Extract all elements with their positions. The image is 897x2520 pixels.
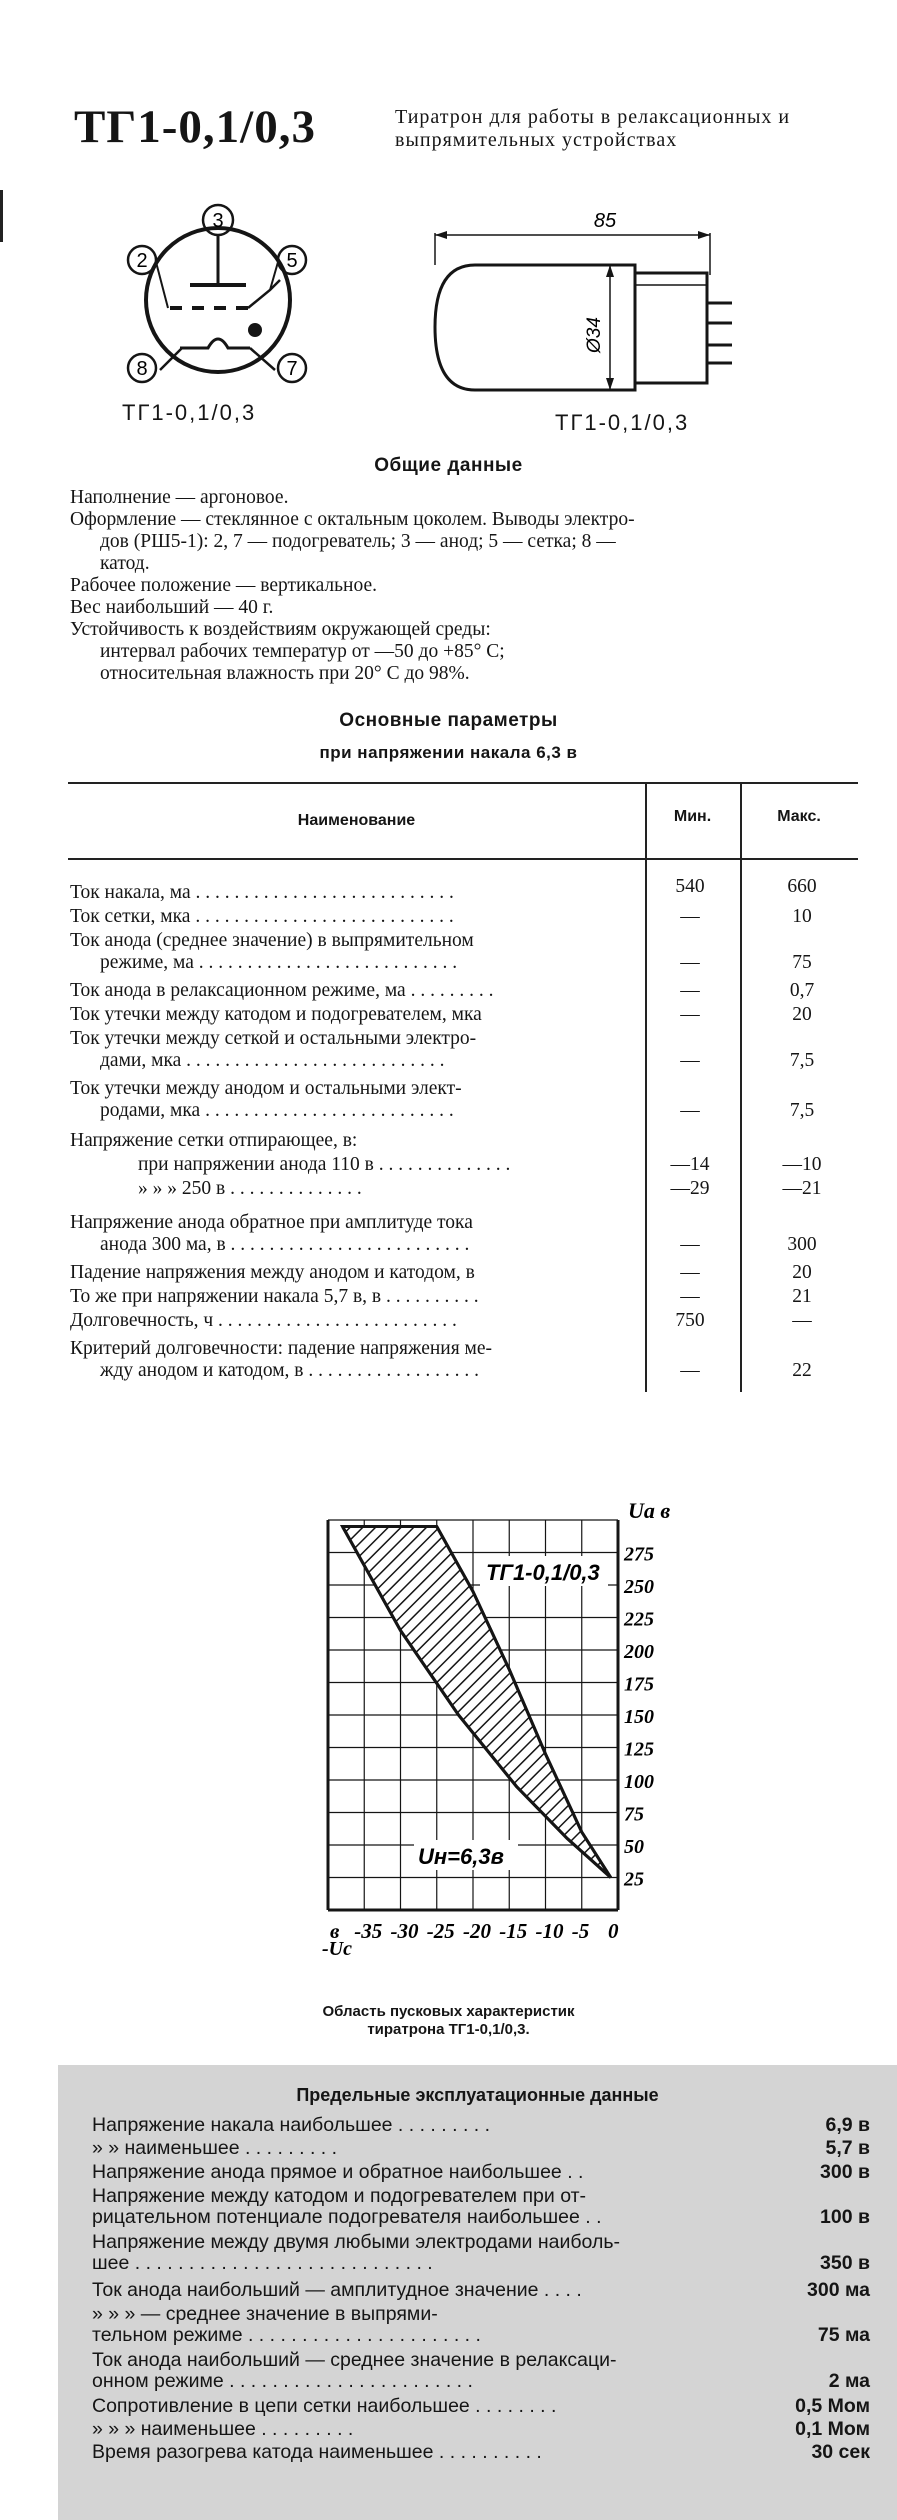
- chart-y-tick-label: 225: [624, 1608, 654, 1631]
- general-line: Устойчивость к воздействиям окружающей среды:: [70, 619, 491, 640]
- limit-name: [92, 2162, 742, 2183]
- row-name: [70, 1262, 645, 1284]
- general-line: катод.: [100, 553, 150, 574]
- row-min: —29: [670, 1178, 710, 1199]
- row-max: —10: [782, 1154, 822, 1175]
- row-name: [70, 1130, 645, 1152]
- chart-y-ticks: [623, 1544, 654, 1891]
- chart-param-label: Uн=6,3в: [418, 1844, 504, 1869]
- row-name-line: дами, мка . . . . . . . . . . . . . . . . . . . . . . . . . . .: [100, 1050, 445, 1071]
- limit-name-line: Напряжение между катодом и подогревателем при от-: [92, 2186, 587, 2207]
- limit-value: 75 ма: [817, 2324, 870, 2346]
- row-max: 22: [792, 1360, 812, 1381]
- page-title: ТГ1-0,1/0,3: [74, 101, 316, 153]
- general-line: Вес наибольший — 40 г.: [70, 597, 274, 618]
- startup-characteristics-chart: [300, 1500, 680, 2000]
- row-name-line: Критерий долговечности: падение напряжения ме-: [70, 1338, 493, 1359]
- row-name-line: Напряжение сетки отпирающее, в:: [70, 1130, 358, 1151]
- chart-x-tick-label: 0: [608, 1919, 619, 1943]
- chart-x-tick-label: в: [330, 1919, 340, 1943]
- row-name-line: анода 300 ма, в . . . . . . . . . . . . . . . . . . . . . . . . .: [100, 1234, 470, 1255]
- limit-name-line: » » » — среднее значение в выпрями-: [92, 2304, 438, 2325]
- limit-name-line: Ток анода наибольший — амплитудное значение . . . .: [92, 2280, 582, 2301]
- limit-name-line: онном режиме . . . . . . . . . . . . . . . . . . . . . . .: [92, 2371, 473, 2392]
- chart-x-tick-label: -10: [535, 1919, 564, 1943]
- col-header-max: Макс.: [777, 808, 821, 825]
- general-line: Наполнение — аргоновое.: [70, 487, 289, 508]
- limit-value: 0,1 Мом: [795, 2418, 870, 2440]
- row-max: 300: [787, 1234, 817, 1255]
- length-dimension: 85: [593, 210, 617, 232]
- row-min: 750: [675, 1310, 705, 1331]
- row-min: —: [680, 906, 700, 927]
- limit-name-line: тельном режиме . . . . . . . . . . . . . . . . . . . . . .: [92, 2325, 481, 2346]
- row-name-line: при напряжении анода 110 в . . . . . . . . . . . . . .: [138, 1154, 511, 1175]
- general-line: Рабочее положение — вертикальное.: [70, 575, 378, 596]
- row-min: —: [680, 1234, 700, 1255]
- limit-value: 300 ма: [807, 2279, 870, 2301]
- row-min: —: [680, 1360, 700, 1381]
- chart-y-tick-label: 275: [624, 1543, 654, 1566]
- row-min: —: [680, 1004, 700, 1025]
- pin-label: 8: [136, 358, 148, 380]
- row-name-line: Ток утечки между анодом и остальными элект-: [70, 1078, 462, 1099]
- row-name-line: » » » 250 в . . . . . . . . . . . . . .: [138, 1178, 362, 1199]
- chart-caption-line: тиратрона ТГ1-0,1/0,3.: [367, 2021, 530, 2038]
- row-name: [70, 882, 645, 904]
- chart-y-tick-label: 150: [624, 1706, 654, 1728]
- row-min: 540: [675, 876, 705, 897]
- row-min: —: [680, 952, 700, 973]
- limit-value: 300 в: [820, 2161, 870, 2183]
- row-name-line: Ток анода (среднее значение) в выпрямительном: [70, 930, 474, 951]
- chart-y-tick-label: 75: [624, 1803, 644, 1826]
- chart-x-tick-label: -30: [390, 1919, 419, 1943]
- schematic-caption: ТГ1-0,1/0,3: [122, 400, 257, 425]
- chart-y-axis-label: Uа в: [628, 1500, 671, 1523]
- limit-value: 100 в: [820, 2206, 870, 2228]
- pin-label: 7: [286, 358, 298, 380]
- chart-x-tick-label: -20: [463, 1919, 491, 1943]
- row-name-line: Падение напряжения между анодом и катодом, в: [70, 1262, 475, 1283]
- general-line: интервал рабочих температур от —50 до +85° С;: [100, 641, 505, 662]
- limit-name-line: Время разогрева катода наименьшее . . . . . . . . . .: [92, 2442, 542, 2463]
- general-heading: Общие данные: [374, 455, 523, 476]
- limit-name-line: » » наименьшее . . . . . . . . .: [92, 2138, 338, 2159]
- row-max: —: [792, 1310, 812, 1331]
- row-name-line: режиме, ма . . . . . . . . . . . . . . . . . . . . . . . . . . .: [100, 952, 458, 973]
- row-max: 660: [787, 876, 817, 897]
- limit-value: 0,5 Мом: [795, 2395, 870, 2417]
- limit-name: [92, 2419, 742, 2440]
- chart-caption: [0, 2003, 897, 2039]
- chart-x-tick-label: -5: [571, 1919, 590, 1943]
- row-name-line: Ток анода в релаксационном режиме, ма . . . . . . . . .: [70, 980, 494, 1001]
- row-name: [70, 1310, 645, 1332]
- limit-value: 350 в: [820, 2252, 870, 2274]
- row-name: [70, 1286, 645, 1308]
- chart-x-tick-label: -15: [499, 1919, 528, 1943]
- row-max: 0,7: [789, 980, 815, 1001]
- chart-caption-line: Область пусковых характеристик: [322, 2003, 575, 2020]
- chart-y-tick-label: 200: [624, 1641, 654, 1663]
- pin-label: 2: [136, 250, 148, 272]
- row-max: 20: [792, 1262, 812, 1283]
- params-heading: Основные параметры: [339, 710, 558, 731]
- limit-name: [92, 2186, 742, 2228]
- tube-outline-drawing: [420, 205, 780, 425]
- row-name-line: Ток сетки, мка . . . . . . . . . . . . . . . . . . . . . . . . . . .: [70, 906, 454, 927]
- row-min: —: [680, 1286, 700, 1307]
- limit-name: [92, 2442, 742, 2463]
- limit-value: 2 ма: [828, 2370, 870, 2392]
- general-line: Оформление — стеклянное с октальным цоколем. Выводы электро-: [70, 509, 635, 530]
- chart-y-tick-label: 25: [624, 1868, 644, 1891]
- row-name: [70, 1154, 645, 1176]
- chart-x-tick-label: -25: [426, 1919, 455, 1943]
- chart-y-tick-label: 50: [624, 1836, 644, 1858]
- limit-name: [92, 2396, 742, 2417]
- limit-name-line: Сопротивление в цепи сетки наибольшее . . . . . . . .: [92, 2396, 557, 2417]
- limit-name-line: Напряжение анода прямое и обратное наибольшее . .: [92, 2162, 584, 2183]
- chart-y-tick-label: 250: [624, 1576, 654, 1598]
- limit-name-line: Ток анода наибольший — среднее значение в релаксаци-: [92, 2350, 617, 2371]
- limit-value: 30 сек: [811, 2441, 870, 2463]
- limit-name-line: шее . . . . . . . . . . . . . . . . . . . . . . . . . . . .: [92, 2253, 433, 2274]
- chart-y-tick-label: 175: [624, 1673, 654, 1696]
- row-min: —: [680, 1262, 700, 1283]
- row-name-line: Ток утечки между сеткой и остальными электро-: [70, 1028, 477, 1049]
- table-column-rule: [740, 782, 742, 1392]
- row-name: [70, 1078, 645, 1122]
- col-header-min: Мин.: [673, 808, 712, 825]
- limit-name: [92, 2280, 742, 2301]
- limit-name: [92, 2115, 742, 2136]
- row-max: 10: [792, 906, 812, 927]
- row-name: [70, 906, 645, 928]
- limits-heading: Предельные эксплуатационные данные: [296, 2085, 659, 2105]
- limit-name: [92, 2138, 742, 2159]
- row-name: [70, 980, 645, 1002]
- row-name-line: То же при напряжении накала 5,7 в, в . . . . . . . . . .: [70, 1286, 479, 1307]
- limit-name: [92, 2350, 742, 2392]
- row-max: 7,5: [789, 1050, 815, 1071]
- outline-caption: ТГ1-0,1/0,3: [555, 410, 690, 435]
- chart-x-axis-label: -Uс: [322, 1938, 352, 1960]
- chart-x-ticks: [330, 1919, 619, 1943]
- chart-y-tick-label: 100: [624, 1771, 654, 1793]
- row-max: 7,5: [789, 1100, 815, 1121]
- row-name: [70, 930, 645, 974]
- row-name: [70, 1338, 645, 1382]
- row-max: 21: [792, 1286, 812, 1307]
- row-min: —: [680, 1100, 700, 1121]
- chart-x-tick-label: -35: [354, 1919, 383, 1943]
- row-name-line: Ток накала, ма . . . . . . . . . . . . . . . . . . . . . . . . . . .: [70, 882, 454, 903]
- limit-name: [92, 2304, 742, 2346]
- row-max: —21: [782, 1178, 822, 1199]
- row-name-line: Долговечность, ч . . . . . . . . . . . . . . . . . . . . . . . . .: [70, 1310, 457, 1331]
- row-max: 75: [792, 952, 812, 973]
- diameter-dimension: Ø34: [584, 317, 605, 353]
- general-line: дов (РШ5-1): 2, 7 — подогреватель; 3 — анод; 5 — сетка; 8 —: [100, 531, 616, 552]
- row-min: —: [680, 980, 700, 1001]
- chart-legend-label: ТГ1-0,1/0,3: [486, 1560, 600, 1585]
- limit-name: [92, 2232, 742, 2274]
- row-name: [70, 1028, 645, 1072]
- row-name-line: Ток утечки между катодом и подогревателем, мка: [70, 1004, 482, 1025]
- row-name-line: жду анодом и катодом, в . . . . . . . . . . . . . . . . . .: [100, 1360, 480, 1381]
- row-name-line: Напряжение анода обратное при амплитуде тока: [70, 1212, 473, 1233]
- row-min: —: [680, 1050, 700, 1071]
- row-name-line: родами, мка . . . . . . . . . . . . . . . . . . . . . . . . . .: [100, 1100, 454, 1121]
- limit-name-line: Напряжение между двумя любыми электродами наиболь-: [92, 2232, 620, 2253]
- limit-value: 6,9 в: [825, 2114, 870, 2136]
- row-name: [70, 1178, 645, 1200]
- row-max: 20: [792, 1004, 812, 1025]
- margin-mark: [0, 190, 3, 242]
- col-header-name: Наименование: [297, 812, 416, 829]
- row-name: [70, 1212, 645, 1256]
- pin-label: 5: [286, 250, 298, 272]
- limit-name-line: » » » наименьшее . . . . . . . . .: [92, 2419, 354, 2440]
- limit-value: 5,7 в: [825, 2137, 870, 2159]
- limit-name-line: рицательном потенциале подогревателя наибольшее . .: [92, 2207, 602, 2228]
- params-subheading: при напряжении накала 6,3 в: [319, 743, 578, 762]
- row-min: —14: [670, 1154, 710, 1175]
- chart-y-tick-label: 125: [624, 1738, 654, 1761]
- limit-name-line: Напряжение накала наибольшее . . . . . . . . .: [92, 2115, 491, 2136]
- general-line: относительная влажность при 20° С до 98%.: [100, 663, 470, 684]
- row-name: [70, 1004, 645, 1026]
- pin-label: 3: [212, 210, 224, 232]
- general-data: [70, 487, 850, 685]
- page-subtitle: Тиратрон для работы в релаксационных и выпрямительных устройствах: [395, 106, 791, 151]
- tube-schematic: [100, 190, 340, 400]
